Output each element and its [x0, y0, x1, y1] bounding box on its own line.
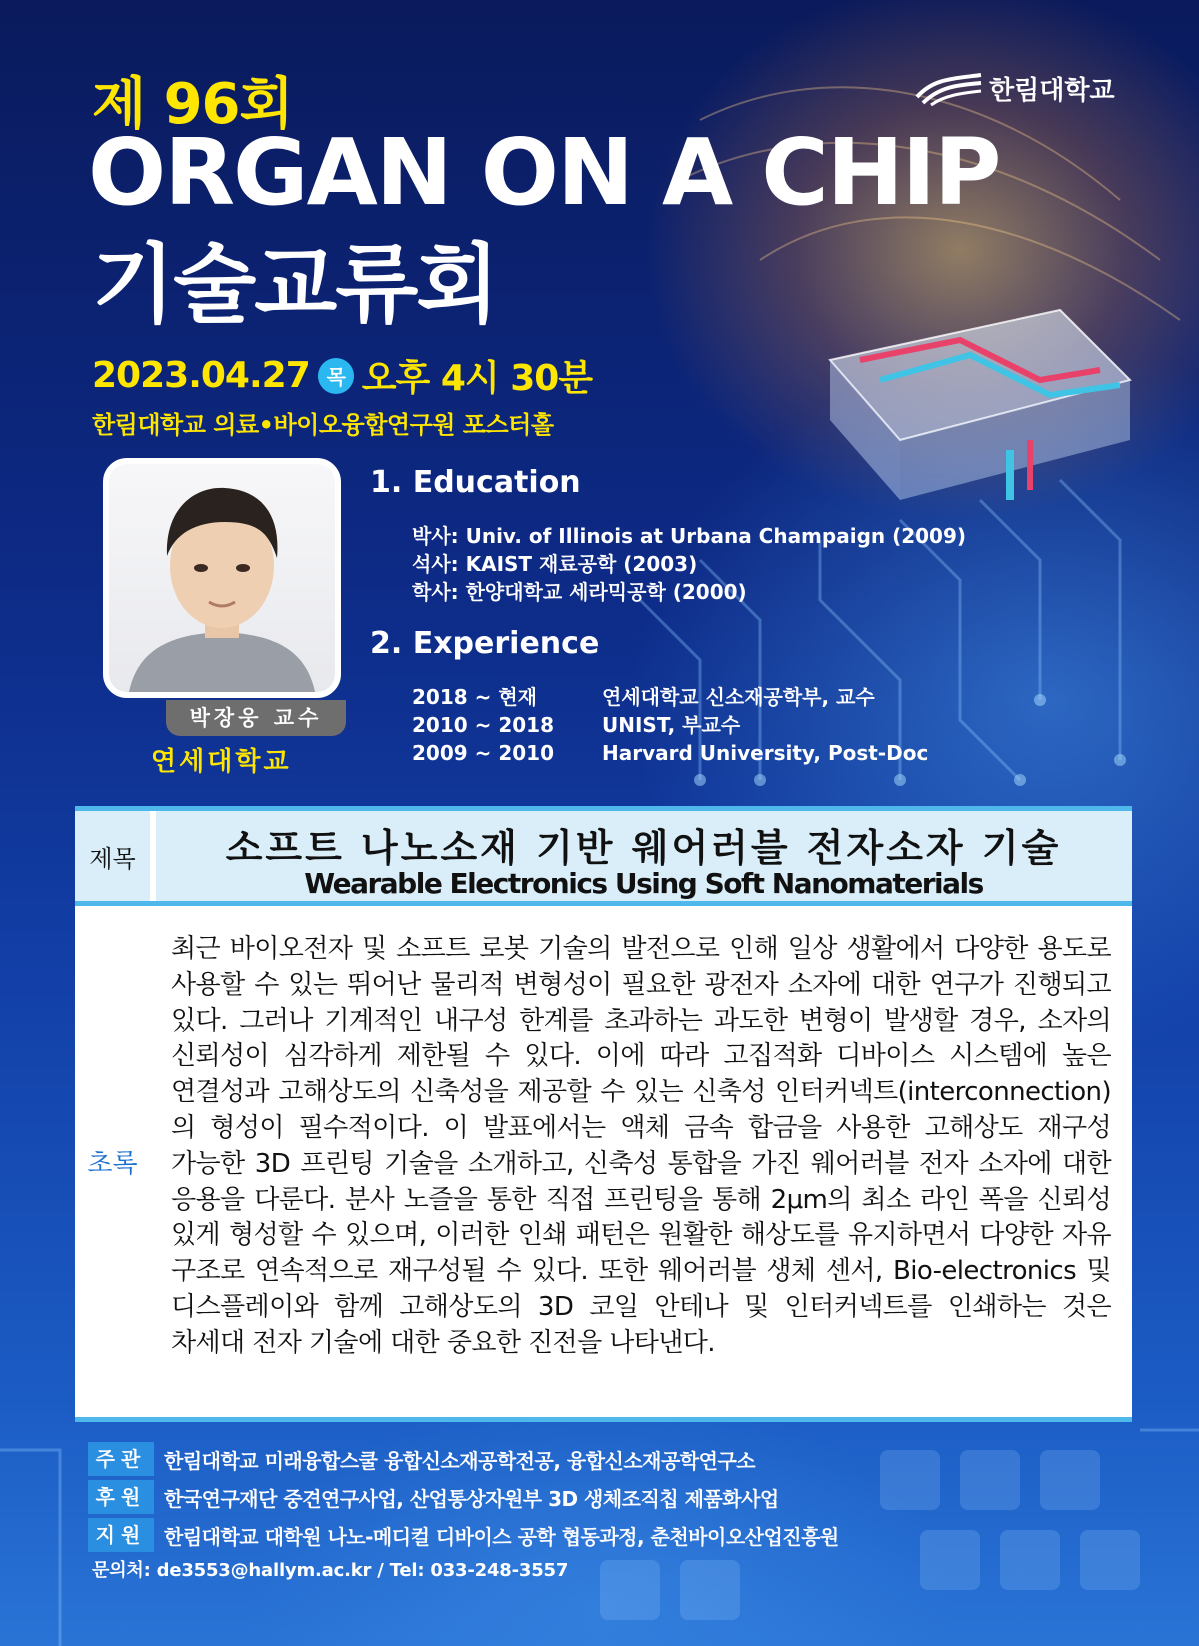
portrait-icon	[109, 464, 335, 692]
experience-row	[412, 739, 928, 767]
organizer-row	[88, 1478, 839, 1516]
subject-label: 제목	[75, 811, 156, 901]
event-date: 2023.04.27	[92, 355, 310, 396]
event-venue: 한림대학교 의료•바이오융합연구원 포스터홀	[92, 411, 554, 439]
abstract-text: 최근 바이오전자 및 소프트 로봇 기술의 발전으로 인해 일상 생활에서 다양한 용도로 사용할 수 있는 뛰어난 물리적 변형성이 필요한 광전자 소자에 대한 연구가 진행되고 있다. 그러나 기계적인 내구성 한계를 초과하는 과도한 변형이 발생할 경우, 소자의 신뢰성이 심각하게 제한될 수 있다. 이에 따라 고집적화 디바이스 시스템에 높은 연결성과 고해상도의 신축성을 제공할 수 있는 신축성 인터커넥트(interconnection)의 형성이 필수적이다. 이 발표에서는 액체 금속 합금을 사용한 고해상도 재구성 가능한 3D 프린팅 기술을 소개하고, 신축성 통합을 가진 웨어러블 전자 소자에 대한 응용을 다룬다. 분사 노즐을 통한 직접 프린팅을 통해 2μm의 최소 라인 폭을 신뢰성 있게 형성할 수 있으며, 이러한 인쇄 패턴은 원활한 해상도를 유지하면서 다양한 자유 구조로 연속적으로 재구성될 수 있다. 또한 웨어러블 생체 센서, Bio-electronics 및 디스플레이와 함께 고해상도의 3D 코일 안테나 및 인터커넥트를 인쇄하는 것은 차세대 전자 기술에 대한 중요한 진전을 나타낸다.	[171, 934, 1111, 1358]
education-item: 박사: Univ. of Illinois at Urbana Champaign (2009)	[412, 524, 967, 548]
organizer-row	[88, 1516, 839, 1554]
edition-label: 제 96회	[92, 72, 293, 137]
abstract-label: 초록	[75, 906, 156, 1417]
organizer-tag: 후원	[88, 1480, 154, 1514]
contact-info: 문의처: de3553@hallym.ac.kr / Tel: 033-248-3557	[92, 1560, 569, 1581]
education-item: 석사: KAIST 재료공학 (2003)	[412, 552, 698, 576]
speaker-name: 박장웅 교수	[166, 700, 346, 736]
organizer-row	[88, 1440, 839, 1478]
organizer-text: 한림대학교 대학원 나노-메디컬 디바이스 공학 협동과정, 춘천바이오산업진흥원	[164, 1524, 839, 1549]
experience-period: 2009 ~ 2010	[412, 741, 555, 765]
speaker-photo	[103, 458, 341, 698]
event-title-ko: 기술교류회	[92, 235, 498, 335]
event-datetime	[92, 350, 592, 401]
event-time: 오후 4시 30분	[361, 358, 593, 399]
speaker-affiliation: 연세대학교	[151, 747, 292, 777]
experience-role: 연세대학교 신소재공학부, 교수	[602, 685, 875, 709]
experience-heading: 2. Experience	[370, 626, 600, 661]
experience-period: 2018 ~ 현재	[412, 685, 537, 709]
wave-logo-icon	[915, 71, 983, 107]
talk-title-en: Wearable Electronics Using Soft Nanomaterials	[304, 867, 983, 900]
experience-table	[412, 683, 928, 767]
organizers	[88, 1440, 839, 1554]
organizer-tag: 지원	[88, 1518, 154, 1552]
event-title-en: ORGAN ON A CHIP	[88, 119, 1000, 226]
subject-box	[75, 806, 1132, 906]
experience-period: 2010 ~ 2018	[412, 713, 555, 737]
organizer-text: 한국연구재단 중견연구사업, 산업통상자원부 3D 생체조직칩 제품화사업	[164, 1486, 779, 1511]
day-badge: 목	[318, 358, 354, 394]
experience-row	[412, 683, 928, 711]
education-item: 학사: 한양대학교 세라믹공학 (2000)	[412, 580, 747, 604]
talk-title-ko: 소프트 나노소재 기반 웨어러블 전자소자 기술	[225, 826, 1062, 870]
education-heading: 1. Education	[370, 465, 581, 500]
experience-row	[412, 711, 928, 739]
experience-role: Harvard University, Post-Doc	[602, 741, 929, 765]
abstract-box	[75, 906, 1132, 1422]
experience-role: UNIST, 부교수	[602, 713, 741, 737]
organizer-text: 한림대학교 미래융합스쿨 융합신소재공학전공, 융합신소재공학연구소	[164, 1448, 756, 1473]
speaker-cv	[370, 465, 966, 767]
organizer-tag: 주관	[88, 1442, 154, 1476]
university-logo	[915, 70, 1115, 107]
education-list	[412, 522, 966, 606]
logo-text: 한림대학교	[989, 76, 1115, 106]
